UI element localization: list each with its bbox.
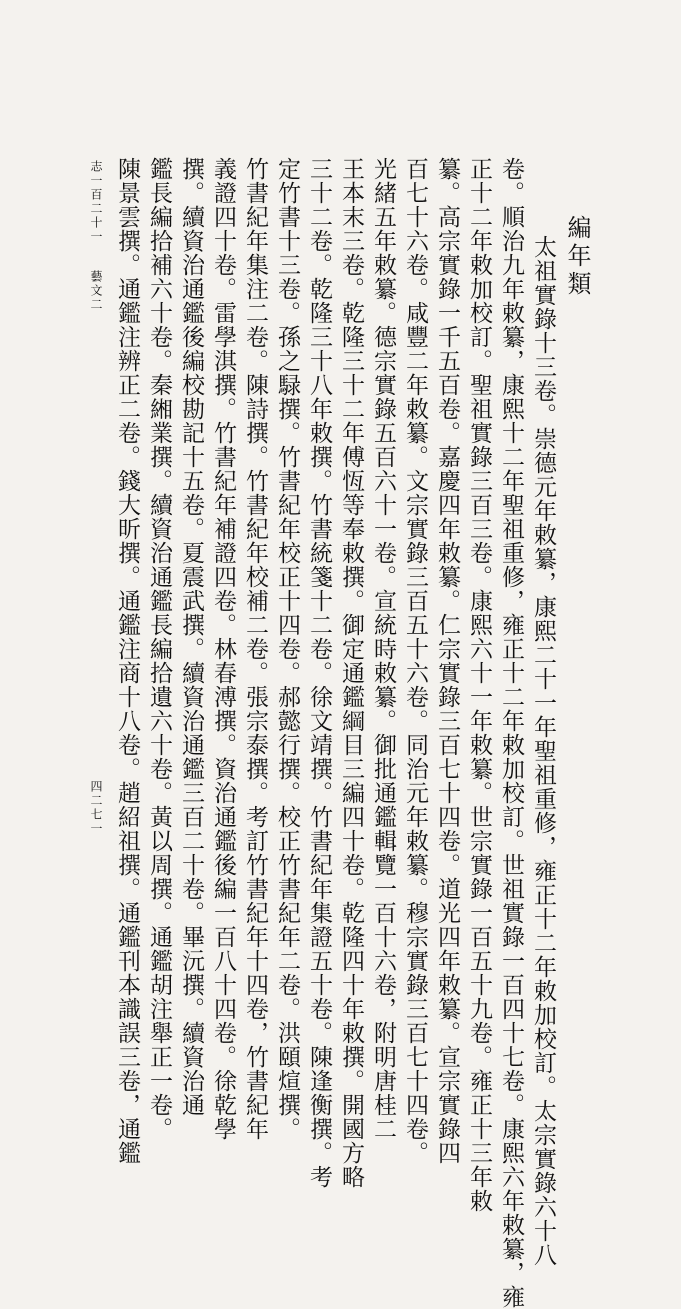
text-column-7: 王本末三卷。乾隆三十二年傅恆等奉敕撰。御定通鑑綱目三編四十卷。乾隆四十年敕撰。開國方略: [338, 157, 364, 1189]
text-column-8: 三十二卷。乾隆三十八年敕撰。竹書統箋十二卷。徐文靖撰。竹書紀年集證五十卷。陳逢衡撰。考: [306, 157, 332, 1189]
text-column-13: 鑑長編拾補六十卷。秦緗業撰。續資治通鑑長編拾遺六十卷。黃以周撰。通鑑胡注舉正一卷。: [146, 157, 172, 1141]
text-column-12: 撰。續資治通鑑後編校勘記十五卷。夏震武撰。續資治通鑑三百二十卷。畢沅撰。續資治通: [178, 157, 204, 1117]
text-column-6: 光緒五年敕纂。德宗實錄五百六十一卷。宣統時敕纂。御批通鑑輯覽一百十六卷，附明唐桂二: [370, 157, 396, 1141]
footer-section: 藝文二: [89, 270, 103, 312]
text-column-1: 太祖實錄十三卷。崇德元年敕纂，康熙二十一年聖祖重修，雍正十二年敕加校訂。太宗實錄六十八: [530, 235, 556, 1267]
footer-chapter: 志一百二十一: [89, 160, 103, 244]
text-column-2: 卷。順治九年敕纂，康熙十二年聖祖重修，雍正十二年敕加校訂。世祖實錄一百四十七卷。康熙六年敕纂，雍: [498, 157, 524, 1309]
section-title: 編年類: [563, 215, 591, 299]
text-column-10: 竹書紀年集注二卷。陳詩撰。竹書紀年校補二卷。張宗泰撰。考訂竹書紀年十四卷，竹書紀年: [242, 157, 268, 1141]
footer-page-number: 四二七一: [89, 780, 103, 836]
text-column-5: 百七十六卷。咸豐二年敕纂。文宗實錄三百五十六卷。同治元年敕纂。穆宗實錄三百七十四卷。: [402, 157, 428, 1165]
text-column-9: 定竹書十三卷。孫之騄撰。竹書紀年校正十四卷。郝懿行撰。校正竹書紀年二卷。洪頤煊撰。: [274, 157, 300, 1141]
text-column-14: 陳景雲撰。通鑑注辨正二卷。錢大昕撰。通鑑注商十八卷。趙紹祖撰。通鑑刊本識誤三卷，通鑑: [114, 157, 140, 1165]
text-column-4: 纂。高宗實錄一千五百卷。嘉慶四年敕纂。仁宗實錄三百七十四卷。道光四年敕纂。宣宗實錄四: [434, 157, 460, 1165]
text-column-11: 義證四十卷。雷學淇撰。竹書紀年補證四卷。林春溥撰。資治通鑑後編一百八十四卷。徐乾學: [210, 157, 236, 1141]
text-column-3: 正十二年敕加校訂。聖祖實錄三百三卷。康熙六十一年敕纂。世宗實錄一百五十九卷。雍正十三年敕: [466, 157, 492, 1213]
